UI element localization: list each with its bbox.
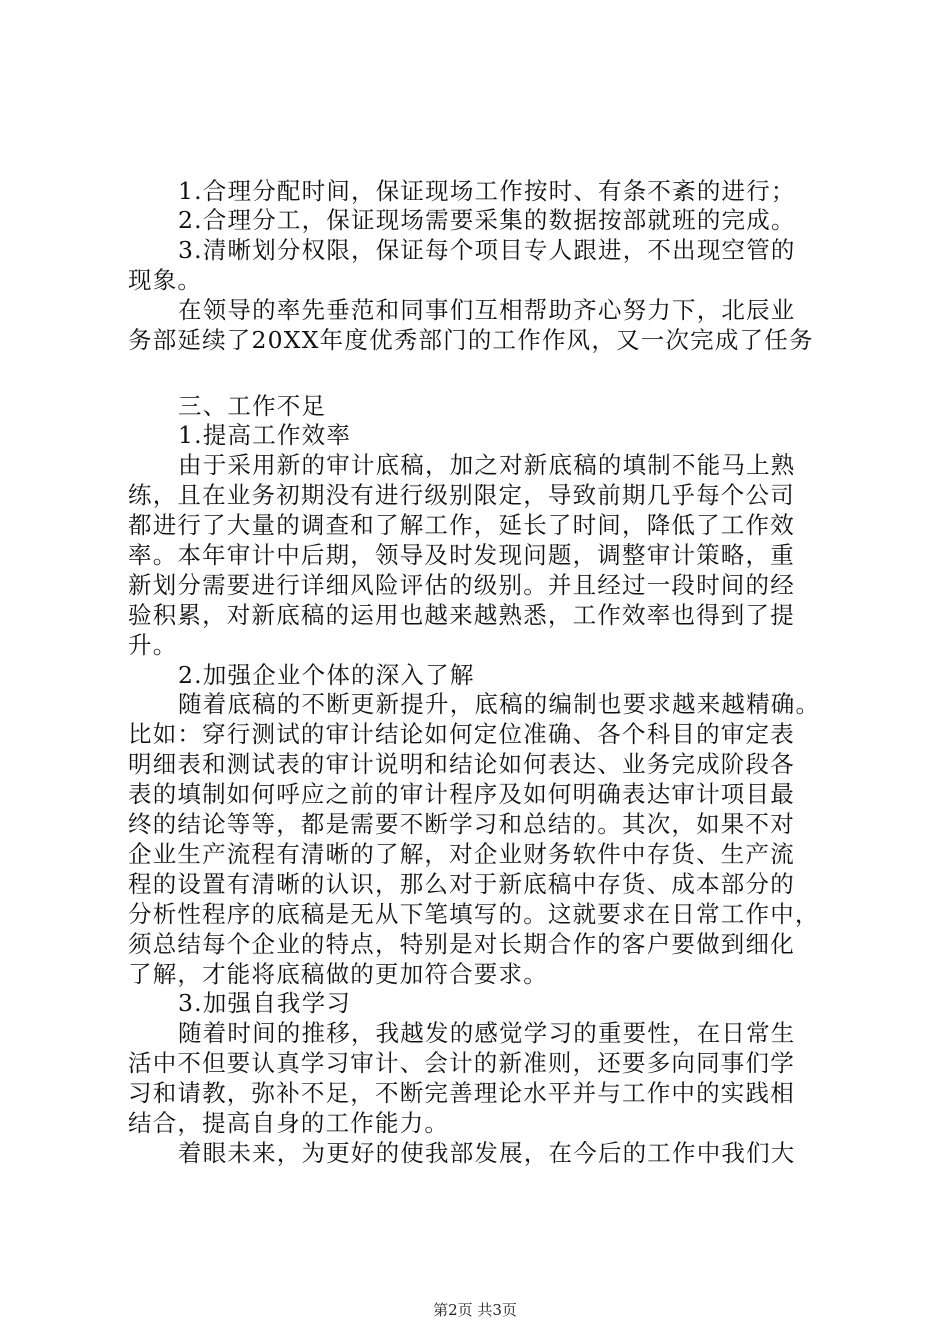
text-line: 明细表和测试表的审计说明和结论如何表达、业务完成阶段各 [128,750,795,778]
text-line: 企业生产流程有清晰的了解，对企业财务软件中存货、生产流 [128,840,795,868]
subsection-heading: 3.加强自我学习 [178,989,352,1017]
text-line: 程的设置有清晰的认识，那么对于新底稿中存货、成本部分的 [128,870,795,898]
text-line: 新划分需要进行详细风险评估的级别。并且经过一段时间的经 [128,571,795,599]
text-line: 结合，提高自身的工作能力。 [128,1109,450,1137]
text-line: 2.合理分工，保证现场需要采集的数据按部就班的完成。 [178,206,796,234]
text-line: 练，且在业务初期没有进行级别限定，导致前期几乎每个公司 [128,481,795,509]
text-line: 了解，才能将底稿做的更加符合要求。 [128,960,548,988]
text-line: 验积累，对新底稿的运用也越来越熟悉，工作效率也得到了提 [128,601,795,629]
text-line: 在领导的率先垂范和同事们互相帮助齐心努力下，北辰业 [178,296,796,324]
text-line: 率。本年审计中后期，领导及时发现问题，调整审计策略，重 [128,541,795,569]
text-line: 着眼未来，为更好的使我部发展，在今后的工作中我们大 [178,1139,796,1167]
subsection-heading: 1.提高工作效率 [178,421,352,449]
text-line: 随着底稿的不断更新提升，底稿的编制也要求越来越精确。 [178,690,821,718]
section-heading: 三、工作不足 [178,392,327,420]
text-line: 随着时间的推移，我越发的感觉学习的重要性，在日常生 [178,1019,796,1047]
text-line: 比如：穿行测试的审计结论如何定位准确、各个科目的审定表 [128,720,795,748]
text-line: 分析性程序的底稿是无从下笔填写的。这就要求在日常工作中， [128,900,820,928]
text-line: 务部延续了20XX年度优秀部门的工作作风，又一次完成了任务 [128,326,814,354]
text-line: 表的填制如何呼应之前的审计程序及如何明确表达审计项目最 [128,780,795,808]
text-line: 现象。 [128,266,203,294]
text-line: 由于采用新的审计底稿，加之对新底稿的填制不能马上熟 [178,451,796,479]
text-line: 升。 [128,631,178,659]
text-line: 须总结每个企业的特点，特别是对长期合作的客户要做到细化 [128,930,795,958]
text-line: 3.清晰划分权限，保证每个项目专人跟进，不出现空管的 [178,236,796,264]
text-line: 终的结论等等，都是需要不断学习和总结的。其次，如果不对 [128,810,795,838]
text-line: 活中不但要认真学习审计、会计的新准则，还要多向同事们学 [128,1049,795,1077]
text-line: 习和请教，弥补不足，不断完善理论水平并与工作中的实践相 [128,1079,795,1107]
subsection-heading: 2.加强企业个体的深入了解 [178,661,475,689]
text-line: 都进行了大量的调查和了解工作，延长了时间，降低了工作效 [128,511,795,539]
text-line: 1.合理分配时间，保证现场工作按时、有条不紊的进行； [178,177,796,205]
page-footer: 第2页 共3页 [433,1301,517,1319]
